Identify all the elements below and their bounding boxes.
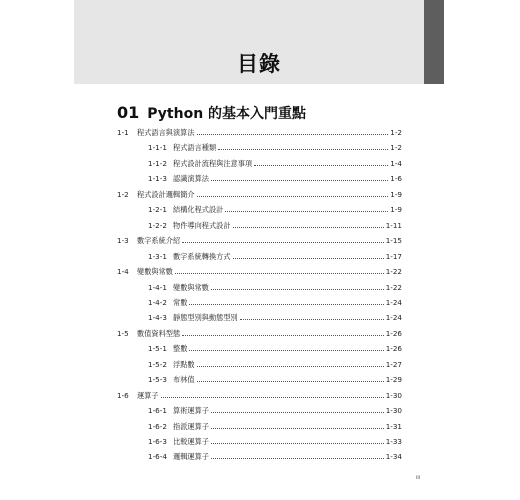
toc-dot-leader: [161, 391, 384, 398]
toc-entry-number: 1-2-2: [148, 220, 167, 230]
toc-entry-title: 整數: [173, 344, 188, 354]
toc-entry-number: 1-6-1: [148, 406, 167, 416]
toc-dot-leader: [254, 159, 388, 166]
toc-entry-page: 1-2: [390, 128, 402, 137]
toc-subsection-row: [148, 375, 402, 385]
toc-entry-title: 程式語言與演算法: [137, 128, 195, 137]
toc-entry-page: 1-31: [385, 421, 402, 431]
toc-dot-leader: [189, 298, 383, 305]
toc-dot-leader: [233, 252, 384, 259]
toc-entry-title: 物件導向程式設計: [173, 220, 231, 230]
toc-dot-leader: [197, 190, 389, 197]
toc-entry-page: 1-24: [385, 313, 402, 323]
toc-subsection-row: [148, 452, 402, 462]
toc-entry-page: 1-29: [385, 375, 402, 385]
toc-dot-leader: [197, 128, 389, 135]
toc-entry-title: 常數: [173, 297, 188, 307]
toc-subsection-row: [148, 283, 402, 293]
toc-entry-title: 比較運算子: [173, 437, 209, 446]
toc-entry-number: 1-5-1: [148, 344, 167, 354]
toc-entry-title: 程式語言種類: [173, 143, 217, 153]
toc-entry-page: 1-9: [390, 189, 402, 199]
toc-dot-leader: [211, 422, 384, 429]
toc-section-row: [117, 190, 402, 200]
toc-dot-leader: [225, 205, 388, 212]
toc-entry-number: 1-4-1: [148, 282, 167, 292]
toc-entry-number: 1-1: [117, 128, 129, 137]
toc-entry-number: 1-5: [117, 328, 129, 338]
toc-entry-page: 1-30: [385, 390, 402, 400]
toc-entry-title: 數字系統轉換方式: [173, 251, 231, 261]
toc-dot-leader: [211, 174, 388, 181]
page-number: iii: [416, 475, 421, 481]
toc-entry-number: 1-4-2: [148, 297, 167, 307]
chapter-number: 01: [117, 103, 140, 122]
toc-entry-number: 1-3: [117, 236, 129, 246]
toc-entry-title: 變數與常數: [173, 282, 209, 292]
toc-entry-number: 1-6: [117, 390, 129, 400]
toc-section-row: [117, 267, 402, 277]
toc-entry-title: 算術運算子: [173, 406, 209, 416]
toc-entry-page: 1-17: [385, 251, 402, 261]
toc-subsection-row: [148, 344, 402, 354]
toc-entry-number: 1-1-2: [148, 158, 167, 168]
toc-dot-leader: [218, 143, 388, 150]
toc-entry-title: 運算子: [137, 390, 159, 400]
toc-dot-leader: [211, 283, 384, 290]
toc-entry-number: 1-5-3: [148, 375, 167, 385]
toc-dot-leader: [182, 329, 384, 336]
chapter-heading: [117, 103, 306, 123]
toc-entry-title: 數字系統介紹: [137, 236, 181, 246]
chapter-title: Python 的基本入門重點: [147, 106, 307, 122]
toc-entry-page: 1-24: [385, 297, 402, 307]
toc-entry-number: 1-6-4: [148, 452, 167, 462]
toc-entry-number: 1-2-1: [148, 205, 167, 215]
toc-entry-number: 1-6-2: [148, 421, 167, 431]
toc-entry-page: 1-9: [390, 205, 402, 215]
toc-subsection-row: [148, 159, 402, 169]
toc-entry-number: 1-4-3: [148, 313, 167, 323]
toc-entry-number: 1-3-1: [148, 251, 167, 261]
toc-dot-leader: [197, 375, 384, 382]
toc-entry-title: 靜態型別與動態型別: [173, 313, 238, 323]
toc-dot-leader: [189, 344, 383, 351]
toc-dot-leader: [211, 437, 384, 444]
toc-section-row: [117, 236, 402, 246]
toc-entry-number: 1-2: [117, 189, 129, 199]
toc-entry-page: 1-4: [390, 158, 402, 168]
toc-entry-page: 1-22: [385, 282, 402, 292]
toc-dot-leader: [182, 236, 384, 243]
toc-subsection-row: [148, 252, 402, 262]
toc-subsection-row: [148, 406, 402, 416]
toc-subsection-row: [148, 205, 402, 215]
toc-entry-title: 指派運算子: [173, 421, 209, 431]
toc-entry-page: 1-33: [385, 437, 402, 446]
toc-entry-title: 程式設計邏輯簡介: [137, 189, 195, 199]
toc-entry-title: 浮點數: [173, 359, 195, 369]
toc-entry-page: 1-30: [385, 406, 402, 416]
toc-entry-title: 數值資料型態: [137, 328, 181, 338]
toc-dot-leader: [211, 406, 384, 413]
toc-entry-page: 1-15: [385, 236, 402, 246]
toc-dot-leader: [197, 360, 384, 367]
toc-entry-number: 1-6-3: [148, 437, 167, 446]
toc-entry-page: 1-34: [385, 452, 402, 462]
toc-subsection-row: [148, 437, 402, 447]
toc-subsection-row: [148, 422, 402, 432]
toc-entry-title: 變數與常數: [137, 267, 173, 277]
toc-subsection-row: [148, 221, 402, 231]
toc-entry-title: 認識演算法: [173, 174, 209, 184]
toc-subsection-row: [148, 360, 402, 370]
toc-entry-page: 1-6: [390, 174, 402, 184]
toc-subsection-row: [148, 313, 402, 323]
toc-section-row: [117, 391, 402, 401]
toc-entry-page: 1-27: [385, 359, 402, 369]
toc-dot-leader: [240, 313, 384, 320]
toc-entry-page: 1-11: [385, 220, 402, 230]
toc-entry-page: 1-22: [385, 267, 402, 277]
toc-entry-page: 1-26: [385, 344, 402, 354]
toc-subsection-row: [148, 298, 402, 308]
toc-section-row: [117, 128, 402, 138]
page-title: 目錄: [237, 52, 281, 76]
toc-entry-number: 1-1-3: [148, 174, 167, 184]
toc-dot-leader: [211, 452, 384, 459]
toc-subsection-row: [148, 174, 402, 184]
toc-entry-number: 1-5-2: [148, 359, 167, 369]
toc-entry-title: 程式設計流程與注意事項: [173, 158, 253, 168]
toc-entry-number: 1-4: [117, 267, 129, 277]
toc-entry-title: 布林值: [173, 375, 195, 385]
toc-entry-page: 1-26: [385, 328, 402, 338]
toc-dot-leader: [175, 267, 384, 274]
toc-section-row: [117, 329, 402, 339]
toc-entry-title: 結構化程式設計: [173, 205, 224, 215]
toc-subsection-row: [148, 143, 402, 153]
toc-entry-page: 1-2: [390, 143, 402, 153]
toc-entry-number: 1-1-1: [148, 143, 167, 153]
toc-entry-title: 邏輯運算子: [173, 452, 209, 462]
toc-dot-leader: [233, 221, 384, 228]
